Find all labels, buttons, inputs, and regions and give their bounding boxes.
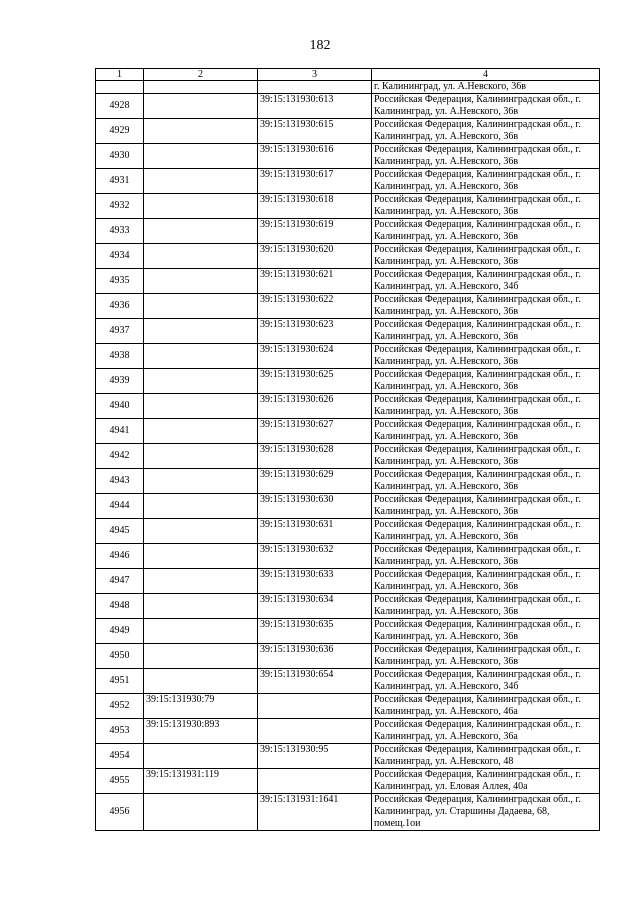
table-row [96, 194, 600, 219]
table-row [96, 569, 600, 594]
cadastral-number-land [144, 794, 258, 831]
cadastral-number-object [258, 81, 372, 94]
cadastral-number-object [258, 719, 372, 744]
cadastral-number-object: 39:15:131930:629 [258, 469, 372, 494]
row-number: 4944 [96, 494, 144, 519]
row-number: 4952 [96, 694, 144, 719]
row-number: 4934 [96, 244, 144, 269]
row-number: 4930 [96, 144, 144, 169]
cadastral-number-land [144, 519, 258, 544]
table-row [96, 144, 600, 169]
cadastral-number-object: 39:15:131930:634 [258, 594, 372, 619]
cadastral-number-object: 39:15:131930:633 [258, 569, 372, 594]
registry-table [95, 68, 600, 831]
address-cell: Российская Федерация, Калининградская обл., г. Калининград, ул. А.Невского, 36в [372, 294, 600, 319]
cadastral-number-land [144, 744, 258, 769]
cadastral-number-land: 39:15:131930:893 [144, 719, 258, 744]
cadastral-number-land [144, 294, 258, 319]
row-number [96, 81, 144, 94]
cadastral-number-object: 39:15:131930:613 [258, 94, 372, 119]
address-cell: Российская Федерация, Калининградская обл., г. Калининград, ул. А.Невского, 36в [372, 544, 600, 569]
cadastral-number-land: 39:15:131931:119 [144, 769, 258, 794]
table-header-row [96, 69, 600, 81]
cadastral-number-object: 39:15:131930:654 [258, 669, 372, 694]
row-number: 4932 [96, 194, 144, 219]
address-cell: Российская Федерация, Калининградская обл., г. Калининград, ул. А.Невского, 36в [372, 369, 600, 394]
cadastral-number-land [144, 269, 258, 294]
row-number: 4955 [96, 769, 144, 794]
table-row [96, 169, 600, 194]
address-cell: Российская Федерация, Калининградская обл., г. Калининград, ул. А.Невского, 36в [372, 244, 600, 269]
row-number: 4947 [96, 569, 144, 594]
table-row [96, 294, 600, 319]
cadastral-number-land [144, 569, 258, 594]
row-number: 4954 [96, 744, 144, 769]
continuation-row [96, 81, 600, 94]
cadastral-number-land [144, 394, 258, 419]
address-cell: Российская Федерация, Калининградская обл., г. Калининград, ул. А.Невского, 36в [372, 619, 600, 644]
row-number: 4933 [96, 219, 144, 244]
cadastral-number-object: 39:15:131930:622 [258, 294, 372, 319]
address-cell: Российская Федерация, Калининградская обл., г. Калининград, ул. А.Невского, 36в [372, 344, 600, 369]
address-cell: Российская Федерация, Калининградская обл., г. Калининград, ул. А.Невского, 48 [372, 744, 600, 769]
cadastral-number-object: 39:15:131930:623 [258, 319, 372, 344]
table-row [96, 794, 600, 831]
cadastral-number-land [144, 369, 258, 394]
header-col-2: 2 [144, 69, 258, 81]
cadastral-number-land [144, 194, 258, 219]
address-cell: Российская Федерация, Калининградская обл., г. Калининград, ул. А.Невского, 34б [372, 269, 600, 294]
table-row [96, 494, 600, 519]
page-number: 182 [309, 38, 331, 53]
table-row [96, 694, 600, 719]
address-cell: Российская Федерация, Калининградская обл., г. Калининград, ул. А.Невского, 36в [372, 569, 600, 594]
cadastral-number-object: 39:15:131930:619 [258, 219, 372, 244]
table-row [96, 119, 600, 144]
table-row [96, 519, 600, 544]
row-number: 4949 [96, 619, 144, 644]
cadastral-number-object: 39:15:131930:95 [258, 744, 372, 769]
row-number: 4936 [96, 294, 144, 319]
table-row [96, 669, 600, 694]
address-cell: Российская Федерация, Калининградская обл., г. Калининград, ул. А.Невского, 36в [372, 119, 600, 144]
row-number: 4943 [96, 469, 144, 494]
table-row [96, 244, 600, 269]
table-row [96, 419, 600, 444]
cadastral-number-object: 39:15:131930:626 [258, 394, 372, 419]
row-number: 4937 [96, 319, 144, 344]
table-row [96, 719, 600, 744]
cadastral-number-object: 39:15:131931:1641 [258, 794, 372, 831]
cadastral-number-land [144, 619, 258, 644]
cadastral-number-object: 39:15:131930:630 [258, 494, 372, 519]
address-cell: Российская Федерация, Калининградская обл., г. Калининград, ул. Старшины Дадаева, 68, помещ.1ои [372, 794, 600, 831]
cadastral-number-land [144, 144, 258, 169]
table-row [96, 644, 600, 669]
table-body [96, 81, 600, 831]
cadastral-number-land [144, 544, 258, 569]
cadastral-number-object: 39:15:131930:624 [258, 344, 372, 369]
cadastral-number-land [144, 644, 258, 669]
row-number: 4942 [96, 444, 144, 469]
row-number: 4946 [96, 544, 144, 569]
table-row [96, 319, 600, 344]
address-cell: Российская Федерация, Калининградская обл., г. Калининград, ул. А.Невского, 36в [372, 394, 600, 419]
cadastral-number-object: 39:15:131930:636 [258, 644, 372, 669]
cadastral-number-object: 39:15:131930:632 [258, 544, 372, 569]
row-number: 4928 [96, 94, 144, 119]
cadastral-number-object: 39:15:131930:628 [258, 444, 372, 469]
cadastral-number-land [144, 244, 258, 269]
row-number: 4950 [96, 644, 144, 669]
cadastral-number-object: 39:15:131930:616 [258, 144, 372, 169]
address-cell: Российская Федерация, Калининградская обл., г. Калининград, ул. А.Невского, 36в [372, 519, 600, 544]
cadastral-number-land [144, 669, 258, 694]
address-cell: Российская Федерация, Калининградская обл., г. Калининград, ул. А.Невского, 36в [372, 594, 600, 619]
table-row [96, 344, 600, 369]
table-row [96, 219, 600, 244]
row-number: 4940 [96, 394, 144, 419]
cadastral-number-land [144, 444, 258, 469]
address-cell: Российская Федерация, Калининградская обл., г. Калининград, ул. А.Невского, 36в [372, 219, 600, 244]
row-number: 4939 [96, 369, 144, 394]
cadastral-number-object: 39:15:131930:635 [258, 619, 372, 644]
row-number: 4953 [96, 719, 144, 744]
address-cell: Российская Федерация, Калининградская обл., г. Калининград, ул. А.Невского, 36а [372, 719, 600, 744]
address-cell: Российская Федерация, Калининградская обл., г. Калининград, ул. А.Невского, 36в [372, 144, 600, 169]
cadastral-number-object: 39:15:131930:625 [258, 369, 372, 394]
table-row [96, 94, 600, 119]
cadastral-number-object: 39:15:131930:615 [258, 119, 372, 144]
table-row [96, 594, 600, 619]
address-cell: Российская Федерация, Калининградская обл., г. Калининград, ул. А.Невского, 34б [372, 669, 600, 694]
cadastral-number-object [258, 694, 372, 719]
address-cell: Российская Федерация, Калининградская обл., г. Калининград, ул. А.Невского, 36в [372, 194, 600, 219]
table-row [96, 744, 600, 769]
cadastral-number-object [258, 769, 372, 794]
header-col-1: 1 [96, 69, 144, 81]
cadastral-number-land: 39:15:131930:79 [144, 694, 258, 719]
cadastral-number-object: 39:15:131930:627 [258, 419, 372, 444]
cadastral-number-land [144, 319, 258, 344]
cadastral-number-land [144, 94, 258, 119]
table-row [96, 469, 600, 494]
row-number: 4951 [96, 669, 144, 694]
cadastral-number-land [144, 81, 258, 94]
row-number: 4948 [96, 594, 144, 619]
row-number: 4941 [96, 419, 144, 444]
table-row [96, 619, 600, 644]
row-number: 4935 [96, 269, 144, 294]
address-cell: Российская Федерация, Калининградская обл., г. Калининград, ул. А.Невского, 36в [372, 469, 600, 494]
cadastral-number-land [144, 119, 258, 144]
cadastral-number-object: 39:15:131930:631 [258, 519, 372, 544]
address-cell: Российская Федерация, Калининградская обл., г. Калининград, ул. А.Невского, 36в [372, 94, 600, 119]
address-cell: Российская Федерация, Калининградская обл., г. Калининград, ул. А.Невского, 36в [372, 169, 600, 194]
address-cell: Российская Федерация, Калининградская обл., г. Калининград, ул. А.Невского, 36в [372, 494, 600, 519]
table-row [96, 269, 600, 294]
cadastral-number-land [144, 469, 258, 494]
table-row [96, 444, 600, 469]
cadastral-number-land [144, 594, 258, 619]
address-cell: Российская Федерация, Калининградская обл., г. Калининград, ул. А.Невского, 36в [372, 319, 600, 344]
address-cell: Российская Федерация, Калининградская обл., г. Калининград, ул. Еловая Аллея, 40а [372, 769, 600, 794]
header-col-3: 3 [258, 69, 372, 81]
cadastral-number-land [144, 494, 258, 519]
address-cell: Российская Федерация, Калининградская обл., г. Калининград, ул. А.Невского, 36в [372, 644, 600, 669]
cadastral-number-object: 39:15:131930:621 [258, 269, 372, 294]
table-row [96, 544, 600, 569]
address-cell: г. Калининград, ул. А.Невского, 36в [372, 81, 600, 94]
row-number: 4929 [96, 119, 144, 144]
address-cell: Российская Федерация, Калининградская обл., г. Калининград, ул. А.Невского, 36в [372, 444, 600, 469]
header-col-4: 4 [372, 69, 600, 81]
table-row [96, 769, 600, 794]
cadastral-number-object: 39:15:131930:617 [258, 169, 372, 194]
row-number: 4938 [96, 344, 144, 369]
address-cell: Российская Федерация, Калининградская обл., г. Калининград, ул. А.Невского, 46а [372, 694, 600, 719]
cadastral-number-land [144, 219, 258, 244]
row-number: 4931 [96, 169, 144, 194]
cadastral-number-land [144, 169, 258, 194]
cadastral-number-object: 39:15:131930:620 [258, 244, 372, 269]
row-number: 4945 [96, 519, 144, 544]
table-row [96, 369, 600, 394]
address-cell: Российская Федерация, Калининградская обл., г. Калининград, ул. А.Невского, 36в [372, 419, 600, 444]
cadastral-number-object: 39:15:131930:618 [258, 194, 372, 219]
table-row [96, 394, 600, 419]
cadastral-number-land [144, 419, 258, 444]
row-number: 4956 [96, 794, 144, 831]
cadastral-number-land [144, 344, 258, 369]
